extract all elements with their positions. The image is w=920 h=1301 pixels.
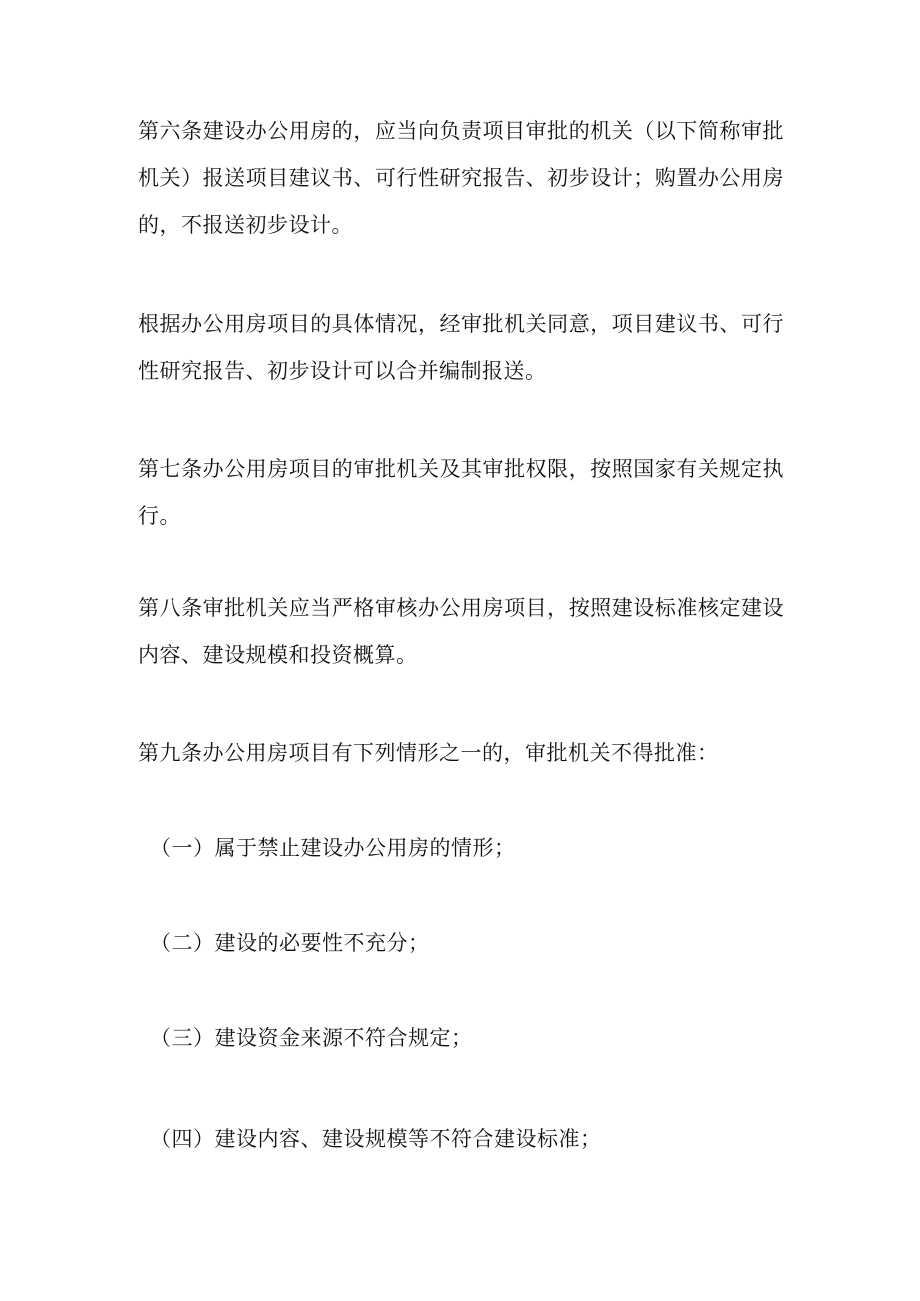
article-9-paragraph: 第九条办公用房项目有下列情形之一的，审批机关不得批准： (138, 741, 719, 765)
article-8-paragraph: 第八条审批机关应当严格审核办公用房项目，按照建设标准核定建设内容、建设规模和投资概算。 (138, 596, 784, 667)
list-item: （二）建设的必要性不充分； (150, 931, 430, 955)
article-6-merge-paragraph: 根据办公用房项目的具体情况，经审批机关同意，项目建议书、可行性研究报告、初步设计可以合并编制报送。 (138, 312, 784, 383)
article-7-paragraph: 第七条办公用房项目的审批机关及其审批权限，按照国家有关规定执行。 (138, 457, 784, 528)
list-item: （一）属于禁止建设办公用房的情形； (150, 836, 516, 860)
list-item: （四）建设内容、建设规模等不符合建设标准； (150, 1127, 602, 1151)
list-item: （三）建设资金来源不符合规定； (150, 1026, 473, 1050)
article-6-paragraph: 第六条建设办公用房的，应当向负责项目审批的机关（以下简称审批机关）报送项目建议书、可行性研究报告、初步设计；购置办公用房的，不报送初步设计。 (138, 119, 784, 237)
